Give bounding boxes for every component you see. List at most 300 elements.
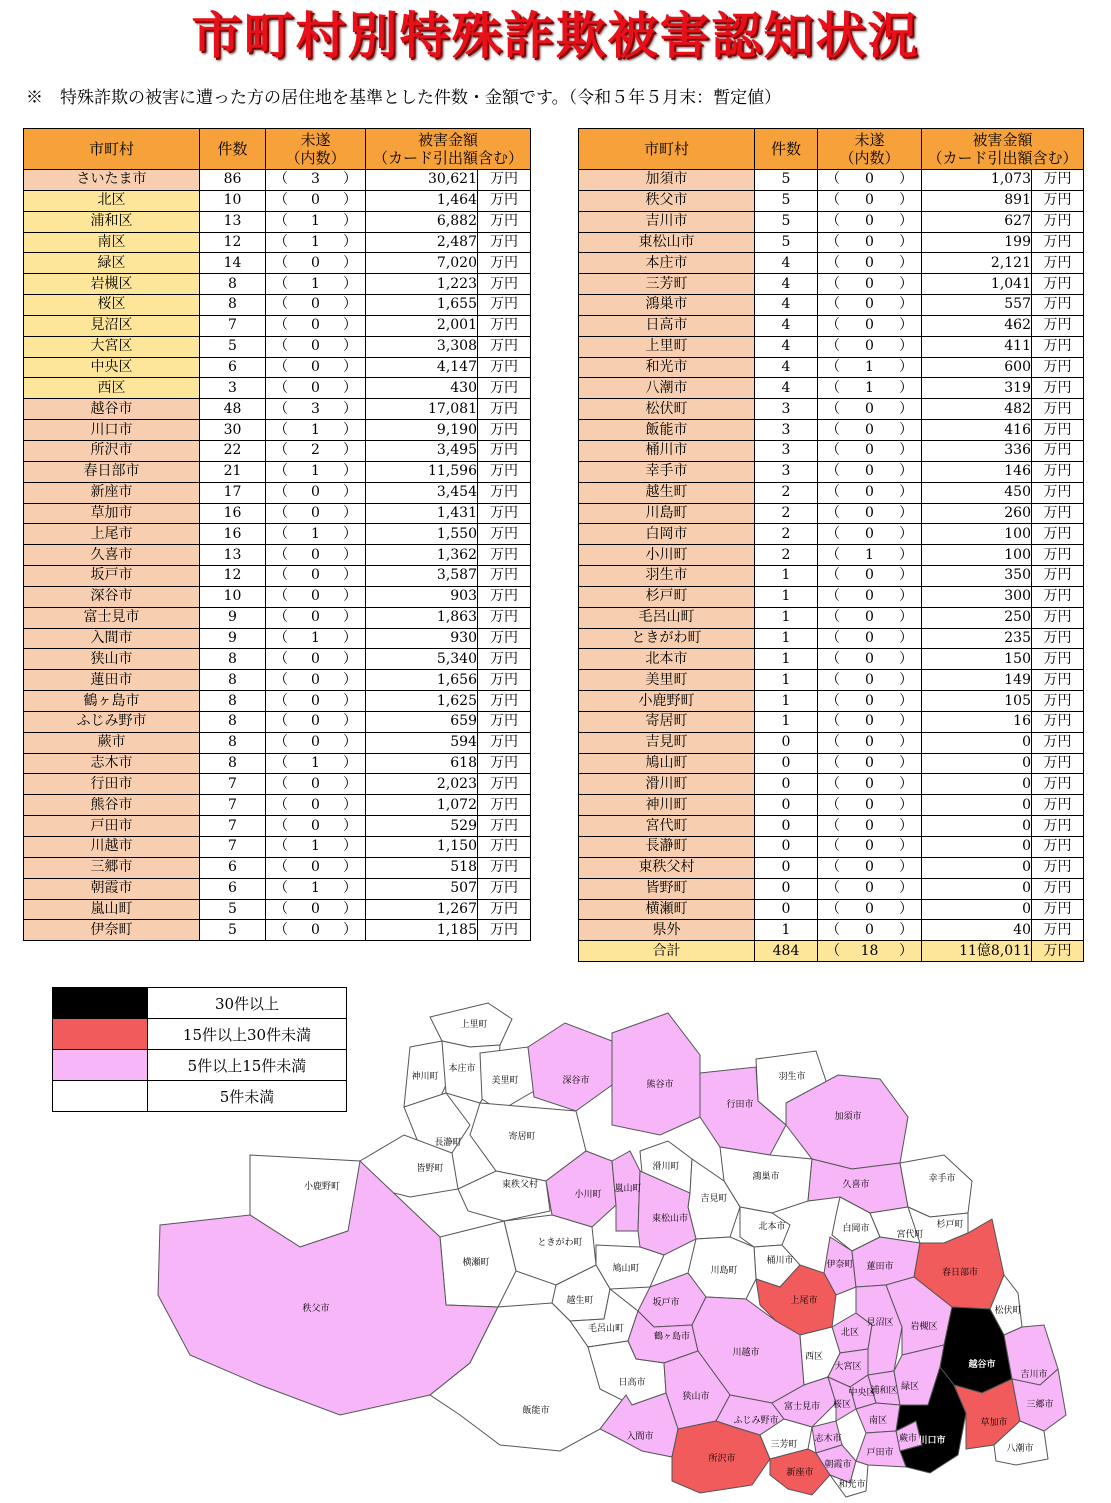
attempt-value: 1 <box>311 233 320 250</box>
attempt-cell <box>266 795 366 816</box>
attempt-value: 0 <box>865 734 874 751</box>
paren-close: ） <box>898 546 913 563</box>
paren-open: （ <box>826 338 840 355</box>
amount-cell: 0 <box>922 774 1032 795</box>
attempt-value: 0 <box>865 171 874 188</box>
attempt-cell <box>818 795 922 816</box>
attempt-value: 0 <box>311 671 320 688</box>
paren-open: （ <box>274 171 288 188</box>
attempt-value: 0 <box>311 713 320 730</box>
amount-cell: 462 <box>922 315 1032 336</box>
attempt-cell <box>266 920 366 941</box>
municipality-name: 戸田市 <box>24 816 200 837</box>
paren-open: （ <box>826 880 840 897</box>
count-cell: 1 <box>755 711 818 732</box>
attempt-value: 0 <box>865 233 874 250</box>
count-cell: 8 <box>200 691 266 712</box>
municipality-name: 小川町 <box>579 545 755 566</box>
municipality-name: 東秩父村 <box>579 857 755 878</box>
count-cell: 21 <box>200 461 266 482</box>
unit-cell: 万円 <box>1032 253 1084 274</box>
municipality-name: 朝霞市 <box>24 878 200 899</box>
paren-close: ） <box>898 296 913 313</box>
attempt-value: 0 <box>311 921 320 938</box>
map-label: ふじみ野市 <box>733 1416 779 1426</box>
legend-label: 15件以上30件未満 <box>148 1019 347 1050</box>
municipality-name: ふじみ野市 <box>24 711 200 732</box>
unit-cell: 万円 <box>478 920 531 941</box>
municipality-name: 川越市 <box>24 837 200 858</box>
attempt-cell <box>266 774 366 795</box>
amount-cell: 319 <box>922 378 1032 399</box>
attempt-cell <box>818 378 922 399</box>
attempt-cell <box>266 711 366 732</box>
map-label: 富士見市 <box>783 1402 821 1412</box>
unit-cell: 万円 <box>478 899 531 920</box>
count-cell: 1 <box>755 586 818 607</box>
table-row <box>24 837 531 858</box>
amount-cell: 3,495 <box>366 440 478 461</box>
attempt-value: 0 <box>865 671 874 688</box>
unit-cell: 万円 <box>1032 378 1084 399</box>
attempt-value: 0 <box>865 525 874 542</box>
unit-cell: 万円 <box>1032 566 1084 587</box>
header-mis: 未遂 （内数） <box>818 129 922 170</box>
attempt-value: 0 <box>865 900 874 917</box>
paren-close: ） <box>342 213 357 230</box>
legend-row <box>53 1019 347 1050</box>
table-row <box>579 774 1084 795</box>
attempt-cell <box>266 461 366 482</box>
attempt-cell <box>818 670 922 691</box>
amount-cell: 1,656 <box>366 670 478 691</box>
paren-close: ） <box>898 671 913 688</box>
amount-cell: 4,147 <box>366 357 478 378</box>
count-cell: 7 <box>200 795 266 816</box>
paren-open: （ <box>274 379 288 396</box>
map-label: 伊奈町 <box>826 1260 854 1270</box>
amount-cell: 2,001 <box>366 315 478 336</box>
table-row <box>24 753 531 774</box>
paren-close: ） <box>342 171 357 188</box>
attempt-cell <box>266 837 366 858</box>
table-row <box>24 691 531 712</box>
paren-close: ） <box>342 838 357 855</box>
amount-cell: 7,020 <box>366 253 478 274</box>
paren-open: （ <box>826 567 840 584</box>
amount-cell: 1,655 <box>366 295 478 316</box>
table-row <box>24 607 531 628</box>
map-label: 東松山市 <box>651 1214 689 1224</box>
map-label: 毛呂山町 <box>587 1324 625 1334</box>
unit-cell: 万円 <box>1032 503 1084 524</box>
paren-open: （ <box>274 734 288 751</box>
legend-swatch <box>53 988 148 1019</box>
attempt-value: 1 <box>311 421 320 438</box>
attempt-cell <box>266 670 366 691</box>
amount-cell: 350 <box>922 566 1032 587</box>
municipality-name: 緑区 <box>24 253 200 274</box>
count-cell: 16 <box>200 524 266 545</box>
attempt-cell <box>266 649 366 670</box>
header-amount: 被害金額 （カード引出額含む） <box>922 129 1084 170</box>
unit-cell: 万円 <box>1032 732 1084 753</box>
amount-cell: 0 <box>922 753 1032 774</box>
unit-cell: 万円 <box>478 566 531 587</box>
unit-cell: 万円 <box>478 274 531 295</box>
attempt-cell <box>818 524 922 545</box>
attempt-value: 0 <box>311 775 320 792</box>
unit-cell: 万円 <box>1032 857 1084 878</box>
table-row <box>579 482 1084 503</box>
legend-swatch <box>53 1050 148 1081</box>
amount-cell: 627 <box>922 211 1032 232</box>
paren-close: ） <box>342 546 357 563</box>
table-row <box>24 190 531 211</box>
table-row <box>579 607 1084 628</box>
table-row <box>24 920 531 941</box>
count-cell: 8 <box>200 295 266 316</box>
count-cell: 48 <box>200 399 266 420</box>
count-cell: 5 <box>200 336 266 357</box>
municipality-name: 北本市 <box>579 649 755 670</box>
unit-cell: 万円 <box>1032 170 1084 191</box>
paren-open: （ <box>274 567 288 584</box>
attempt-value: 0 <box>865 692 874 709</box>
table-row <box>24 857 531 878</box>
unit-cell: 万円 <box>1032 837 1084 858</box>
municipality-name: 白岡市 <box>579 524 755 545</box>
paren-close: ） <box>342 796 357 813</box>
attempt-cell <box>266 420 366 441</box>
amount-cell: 0 <box>922 816 1032 837</box>
count-cell: 0 <box>755 899 818 920</box>
count-cell: 13 <box>200 211 266 232</box>
map-label: 幸手市 <box>928 1174 956 1184</box>
attempt-value: 0 <box>311 900 320 917</box>
unit-cell: 万円 <box>478 795 531 816</box>
municipality-name: 上尾市 <box>24 524 200 545</box>
legend-label: 30件以上 <box>148 988 347 1019</box>
paren-close: ） <box>898 880 913 897</box>
paren-close: ） <box>898 775 913 792</box>
count-cell: 16 <box>200 503 266 524</box>
attempt-value: 0 <box>865 859 874 876</box>
paren-close: ） <box>898 359 913 376</box>
paren-close: ） <box>898 900 913 917</box>
amount-cell: 2,023 <box>366 774 478 795</box>
municipality-name: 伊奈町 <box>24 920 200 941</box>
attempt-value: 3 <box>311 171 320 188</box>
paren-open: （ <box>826 379 840 396</box>
attempt-cell <box>266 315 366 336</box>
municipality-name: 坂戸市 <box>24 566 200 587</box>
map-label: 滑川町 <box>652 1162 680 1172</box>
attempt-value: 2 <box>311 442 320 459</box>
attempt-value: 0 <box>865 629 874 646</box>
paren-open: （ <box>274 275 288 292</box>
unit-cell: 万円 <box>1032 190 1084 211</box>
unit-cell: 万円 <box>478 524 531 545</box>
count-cell: 4 <box>755 253 818 274</box>
municipality-name: 岩槻区 <box>24 274 200 295</box>
paren-close: ） <box>342 671 357 688</box>
unit-cell: 万円 <box>478 440 531 461</box>
amount-cell: 1,625 <box>366 691 478 712</box>
map-label: 熊谷市 <box>646 1080 674 1090</box>
table-row <box>24 670 531 691</box>
paren-open: （ <box>274 233 288 250</box>
unit-cell: 万円 <box>478 190 531 211</box>
count-cell: 5 <box>755 232 818 253</box>
count-cell: 9 <box>200 607 266 628</box>
amount-cell: 0 <box>922 732 1032 753</box>
paren-open: （ <box>826 734 840 751</box>
count-cell: 1 <box>755 691 818 712</box>
paren-close: ） <box>342 317 357 334</box>
count-cell: 4 <box>755 295 818 316</box>
attempt-cell <box>266 753 366 774</box>
table-row <box>24 274 531 295</box>
paren-open: （ <box>274 775 288 792</box>
amount-cell: 149 <box>922 670 1032 691</box>
map-label: 西区 <box>804 1352 824 1362</box>
attempt-value: 1 <box>311 525 320 542</box>
unit-cell: 万円 <box>478 170 531 191</box>
unit-cell: 万円 <box>1032 649 1084 670</box>
attempt-cell <box>266 586 366 607</box>
attempt-value: 0 <box>311 588 320 605</box>
map-label: 八潮市 <box>1006 1444 1034 1454</box>
attempt-cell <box>266 691 366 712</box>
map-label: 蓮田市 <box>866 1262 894 1272</box>
paren-close: ） <box>898 859 913 876</box>
paren-close: ） <box>342 880 357 897</box>
attempt-value: 0 <box>311 296 320 313</box>
count-cell: 8 <box>200 732 266 753</box>
unit-cell: 万円 <box>1032 816 1084 837</box>
table-row <box>24 649 531 670</box>
paren-close: ） <box>898 942 913 959</box>
map-label: 深谷市 <box>562 1076 590 1086</box>
municipality-name: 皆野町 <box>579 878 755 899</box>
paren-open: （ <box>826 859 840 876</box>
unit-cell: 万円 <box>1032 232 1084 253</box>
amount-cell: 3,454 <box>366 482 478 503</box>
paren-open: （ <box>274 796 288 813</box>
paren-close: ） <box>342 692 357 709</box>
municipality-name: 鶴ヶ島市 <box>24 691 200 712</box>
municipality-name: 八潮市 <box>579 378 755 399</box>
municipality-name: 入間市 <box>24 628 200 649</box>
attempt-value: 0 <box>865 921 874 938</box>
amount-cell: 1,185 <box>366 920 478 941</box>
count-cell: 14 <box>200 253 266 274</box>
paren-open: （ <box>826 317 840 334</box>
attempt-cell <box>818 420 922 441</box>
map-label: 北本市 <box>758 1222 786 1232</box>
attempt-value: 0 <box>311 650 320 667</box>
paren-open: （ <box>274 442 288 459</box>
header-amount: 被害金額 （カード引出額含む） <box>366 129 531 170</box>
table-row <box>579 878 1084 899</box>
municipality-name: 羽生市 <box>579 566 755 587</box>
amount-cell: 1,073 <box>922 170 1032 191</box>
unit-cell: 万円 <box>1032 420 1084 441</box>
paren-open: （ <box>274 421 288 438</box>
paren-close: ） <box>342 421 357 438</box>
municipality-name: 蕨市 <box>24 732 200 753</box>
paren-close: ） <box>898 504 913 521</box>
attempt-value: 0 <box>865 588 874 605</box>
legend-label: 5件以上15件未満 <box>148 1050 347 1081</box>
paren-open: （ <box>274 254 288 271</box>
paren-close: ） <box>342 775 357 792</box>
unit-cell: 万円 <box>1032 774 1084 795</box>
attempt-cell <box>818 753 922 774</box>
paren-close: ） <box>898 629 913 646</box>
paren-close: ） <box>898 484 913 501</box>
table-row <box>24 566 531 587</box>
unit-cell: 万円 <box>1032 607 1084 628</box>
count-cell: 1 <box>755 649 818 670</box>
paren-open: （ <box>826 171 840 188</box>
attempt-cell <box>818 857 922 878</box>
attempt-cell <box>266 482 366 503</box>
page-title: 市町村別特殊詐欺被害認知状況 <box>191 7 920 65</box>
paren-open: （ <box>826 546 840 563</box>
paren-close: ） <box>342 817 357 834</box>
paren-open: （ <box>274 650 288 667</box>
paren-open: （ <box>826 400 840 417</box>
count-cell: 12 <box>200 232 266 253</box>
municipality-name: 熊谷市 <box>24 795 200 816</box>
count-cell: 1 <box>755 566 818 587</box>
count-cell: 6 <box>200 878 266 899</box>
unit-cell: 万円 <box>478 253 531 274</box>
unit-cell: 万円 <box>1032 545 1084 566</box>
count-cell: 4 <box>755 315 818 336</box>
table-row <box>24 878 531 899</box>
legend-label: 5件未満 <box>148 1081 347 1112</box>
unit-cell: 万円 <box>1032 920 1084 941</box>
map-label: 小鹿野町 <box>303 1182 341 1192</box>
amount-cell: 3,308 <box>366 336 478 357</box>
municipality-name: 上里町 <box>579 336 755 357</box>
attempt-cell <box>818 503 922 524</box>
count-cell: 8 <box>200 649 266 670</box>
attempt-cell <box>818 732 922 753</box>
left-table <box>23 128 531 941</box>
amount-cell: 2,121 <box>922 253 1032 274</box>
paren-open: （ <box>274 192 288 209</box>
paren-open: （ <box>826 838 840 855</box>
paren-close: ） <box>342 755 357 772</box>
table-row <box>579 837 1084 858</box>
amount-cell: 300 <box>922 586 1032 607</box>
paren-close: ） <box>342 609 357 626</box>
header-count: 件数 <box>200 129 266 170</box>
map-label: 松伏町 <box>994 1306 1022 1316</box>
attempt-cell <box>266 295 366 316</box>
paren-close: ） <box>342 629 357 646</box>
municipality-name: 飯能市 <box>579 420 755 441</box>
paren-close: ） <box>342 463 357 480</box>
attempt-cell <box>266 253 366 274</box>
attempt-value: 1 <box>865 546 874 563</box>
unit-cell: 万円 <box>1032 461 1084 482</box>
table-row <box>579 691 1084 712</box>
unit-cell: 万円 <box>1032 336 1084 357</box>
unit-cell: 万円 <box>1032 586 1084 607</box>
count-cell: 1 <box>755 607 818 628</box>
table-row <box>579 461 1084 482</box>
municipality-name: 大宮区 <box>24 336 200 357</box>
table-row <box>579 732 1084 753</box>
amount-cell: 11億8,011 <box>922 941 1032 962</box>
map-label: 川口市 <box>918 1436 946 1446</box>
map-label: 志木市 <box>814 1434 842 1444</box>
attempt-value: 1 <box>311 880 320 897</box>
map-region <box>612 1013 700 1135</box>
table-row <box>24 545 531 566</box>
paren-open: （ <box>274 609 288 626</box>
paren-open: （ <box>826 755 840 772</box>
attempt-value: 0 <box>311 567 320 584</box>
table-row <box>579 420 1084 441</box>
municipality-name: 浦和区 <box>24 211 200 232</box>
amount-cell: 100 <box>922 545 1032 566</box>
paren-close: ） <box>898 838 913 855</box>
map-label: 鳩山町 <box>612 1264 640 1274</box>
map-label: 戸田市 <box>866 1448 894 1458</box>
attempt-cell <box>266 607 366 628</box>
paren-open: （ <box>274 546 288 563</box>
attempt-value: 0 <box>311 338 320 355</box>
table-row <box>579 545 1084 566</box>
attempt-value: 0 <box>865 609 874 626</box>
left-table-header <box>24 129 531 170</box>
table-row <box>24 899 531 920</box>
unit-cell: 万円 <box>1032 482 1084 503</box>
unit-cell: 万円 <box>1032 795 1084 816</box>
legend-row <box>53 1050 347 1081</box>
attempt-value: 1 <box>311 463 320 480</box>
note-text: ※ 特殊詐欺の被害に遭った方の居住地を基準とした件数・金額です。（令和５年５月末：暫定値） <box>26 88 782 108</box>
amount-cell: 1,550 <box>366 524 478 545</box>
count-cell: 0 <box>755 732 818 753</box>
count-cell: 12 <box>200 566 266 587</box>
table-row <box>24 816 531 837</box>
table-row <box>579 586 1084 607</box>
attempt-cell <box>818 711 922 732</box>
municipality-name: 松伏町 <box>579 399 755 420</box>
table-row <box>579 253 1084 274</box>
unit-cell: 万円 <box>1032 524 1084 545</box>
municipality-name: 富士見市 <box>24 607 200 628</box>
count-cell: 0 <box>755 795 818 816</box>
amount-cell: 450 <box>922 482 1032 503</box>
header-name: 市町村 <box>24 129 200 170</box>
table-row <box>24 461 531 482</box>
amount-cell: 891 <box>922 190 1032 211</box>
legend-row <box>53 1081 347 1112</box>
municipality-name: 狭山市 <box>24 649 200 670</box>
amount-cell: 250 <box>922 607 1032 628</box>
count-cell: 9 <box>200 628 266 649</box>
municipality-name: 春日部市 <box>24 461 200 482</box>
count-cell: 2 <box>755 524 818 545</box>
